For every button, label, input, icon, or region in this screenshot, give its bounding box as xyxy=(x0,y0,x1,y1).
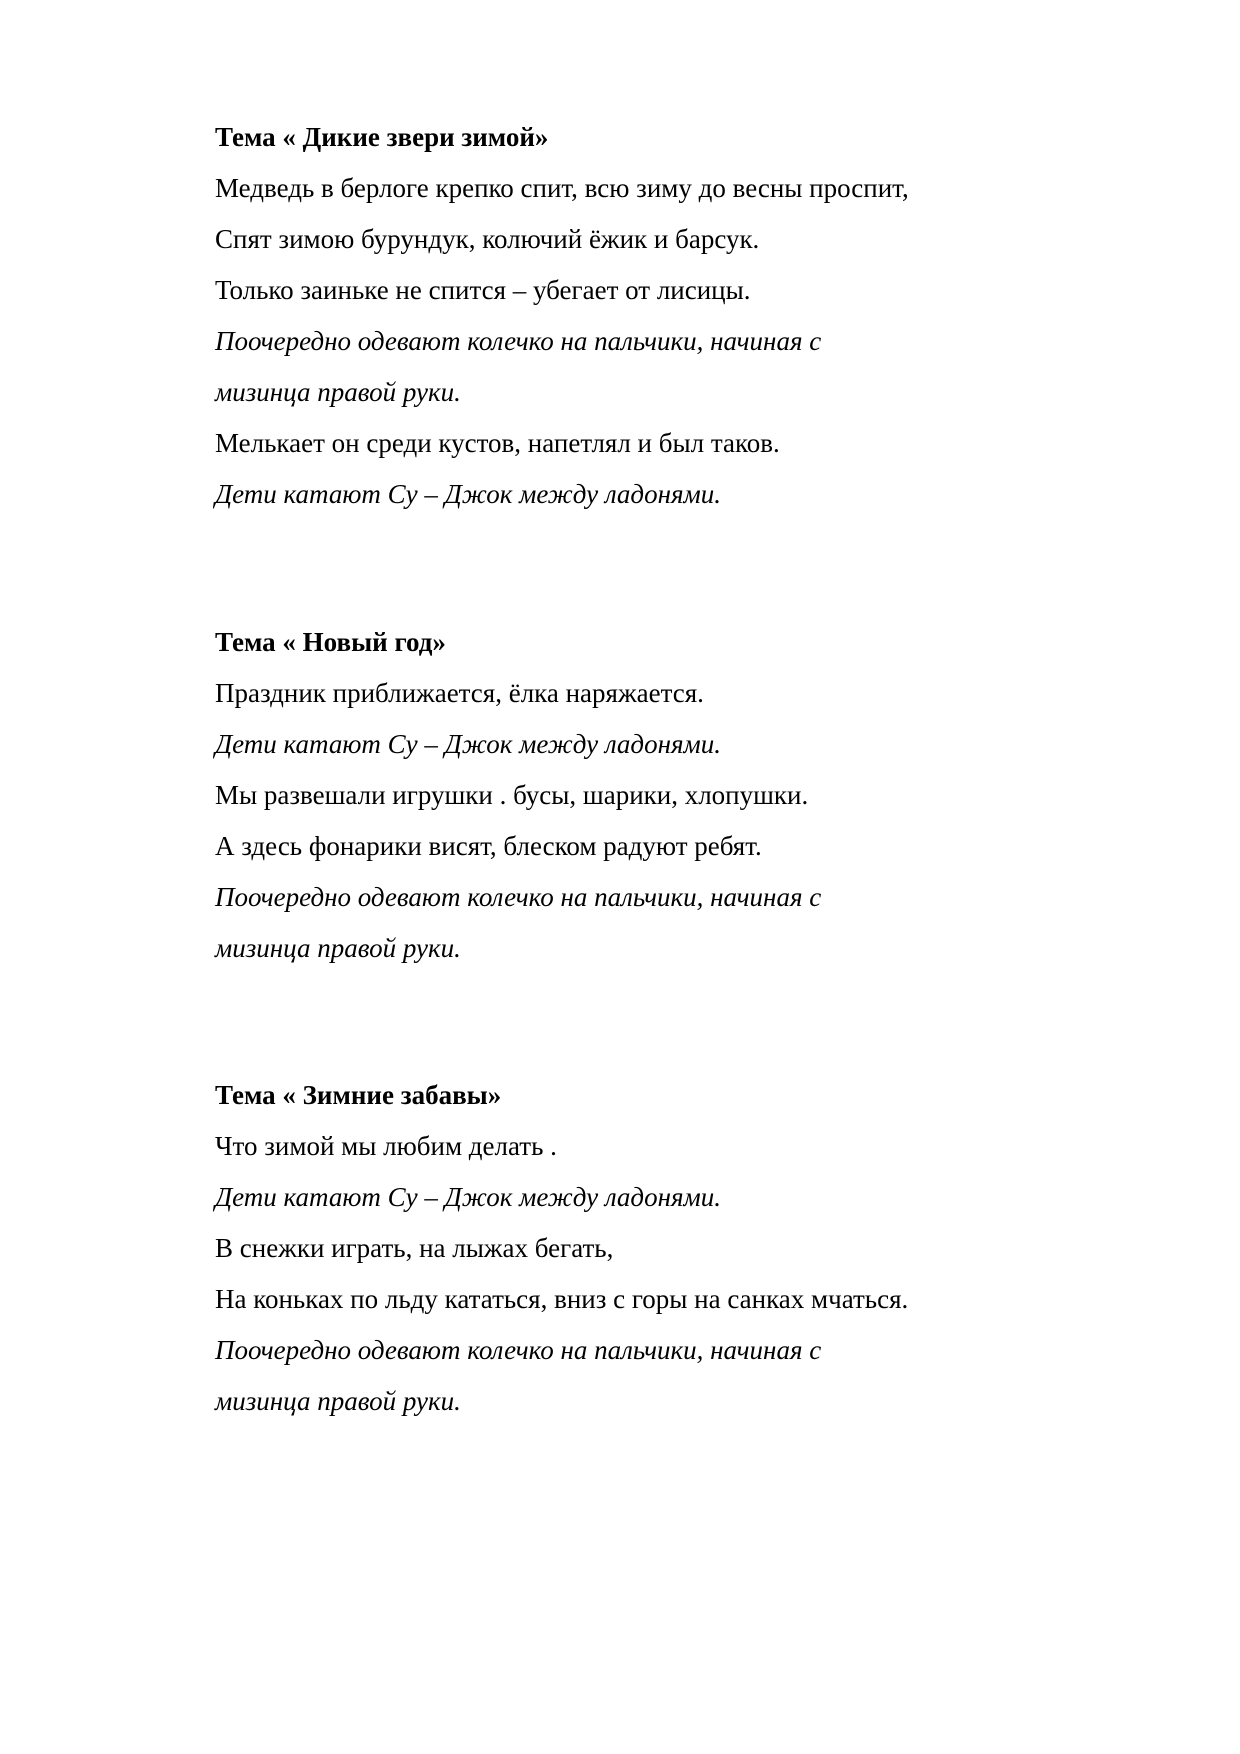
verse-line: В снежки играть, на лыжах бегать, xyxy=(215,1233,614,1263)
verse-line: Праздник приближается, ёлка наряжается. xyxy=(215,678,704,708)
section-title: Тема « Зимние забавы» xyxy=(215,1080,502,1110)
instruction-line: Дети катают Су – Джок между ладонями. xyxy=(215,479,721,509)
instruction-line: Поочередно одевают колечко на пальчики, начиная с xyxy=(215,1335,822,1365)
verse-line: Спят зимою бурундук, колючий ёжик и барсук. xyxy=(215,224,760,254)
instruction-line: Поочередно одевают колечко на пальчики, начиная с xyxy=(215,326,822,356)
instruction-line: Дети катают Су – Джок между ладонями. xyxy=(215,729,721,759)
verse-line: Что зимой мы любим делать . xyxy=(215,1131,557,1161)
verse-line: Медведь в берлоге крепко спит, всю зиму до весны проспит, xyxy=(215,173,909,203)
section-new-year xyxy=(215,617,1115,974)
verse-line: Мы развешали игрушки . бусы, шарики, хлопушки. xyxy=(215,780,809,810)
verse-line: Мелькает он среди кустов, напетлял и был таков. xyxy=(215,428,780,458)
verse-line: Только заиньке не спится – убегает от лисицы. xyxy=(215,275,751,305)
instruction-line: мизинца правой руки. xyxy=(215,1386,461,1416)
verse-line: На коньках по льду кататься, вниз с горы на санках мчаться. xyxy=(215,1284,909,1314)
verse-line: А здесь фонарики висят, блеском радуют ребят. xyxy=(215,831,762,861)
section-winter-fun xyxy=(215,1070,1115,1427)
instruction-line: мизинца правой руки. xyxy=(215,933,461,963)
section-wild-animals xyxy=(215,112,1115,520)
section-title: Тема « Новый год» xyxy=(215,627,446,657)
instruction-line: мизинца правой руки. xyxy=(215,377,461,407)
section-title: Тема « Дикие звери зимой» xyxy=(215,122,549,152)
instruction-line: Поочередно одевают колечко на пальчики, начиная с xyxy=(215,882,822,912)
instruction-line: Дети катают Су – Джок между ладонями. xyxy=(215,1182,721,1212)
